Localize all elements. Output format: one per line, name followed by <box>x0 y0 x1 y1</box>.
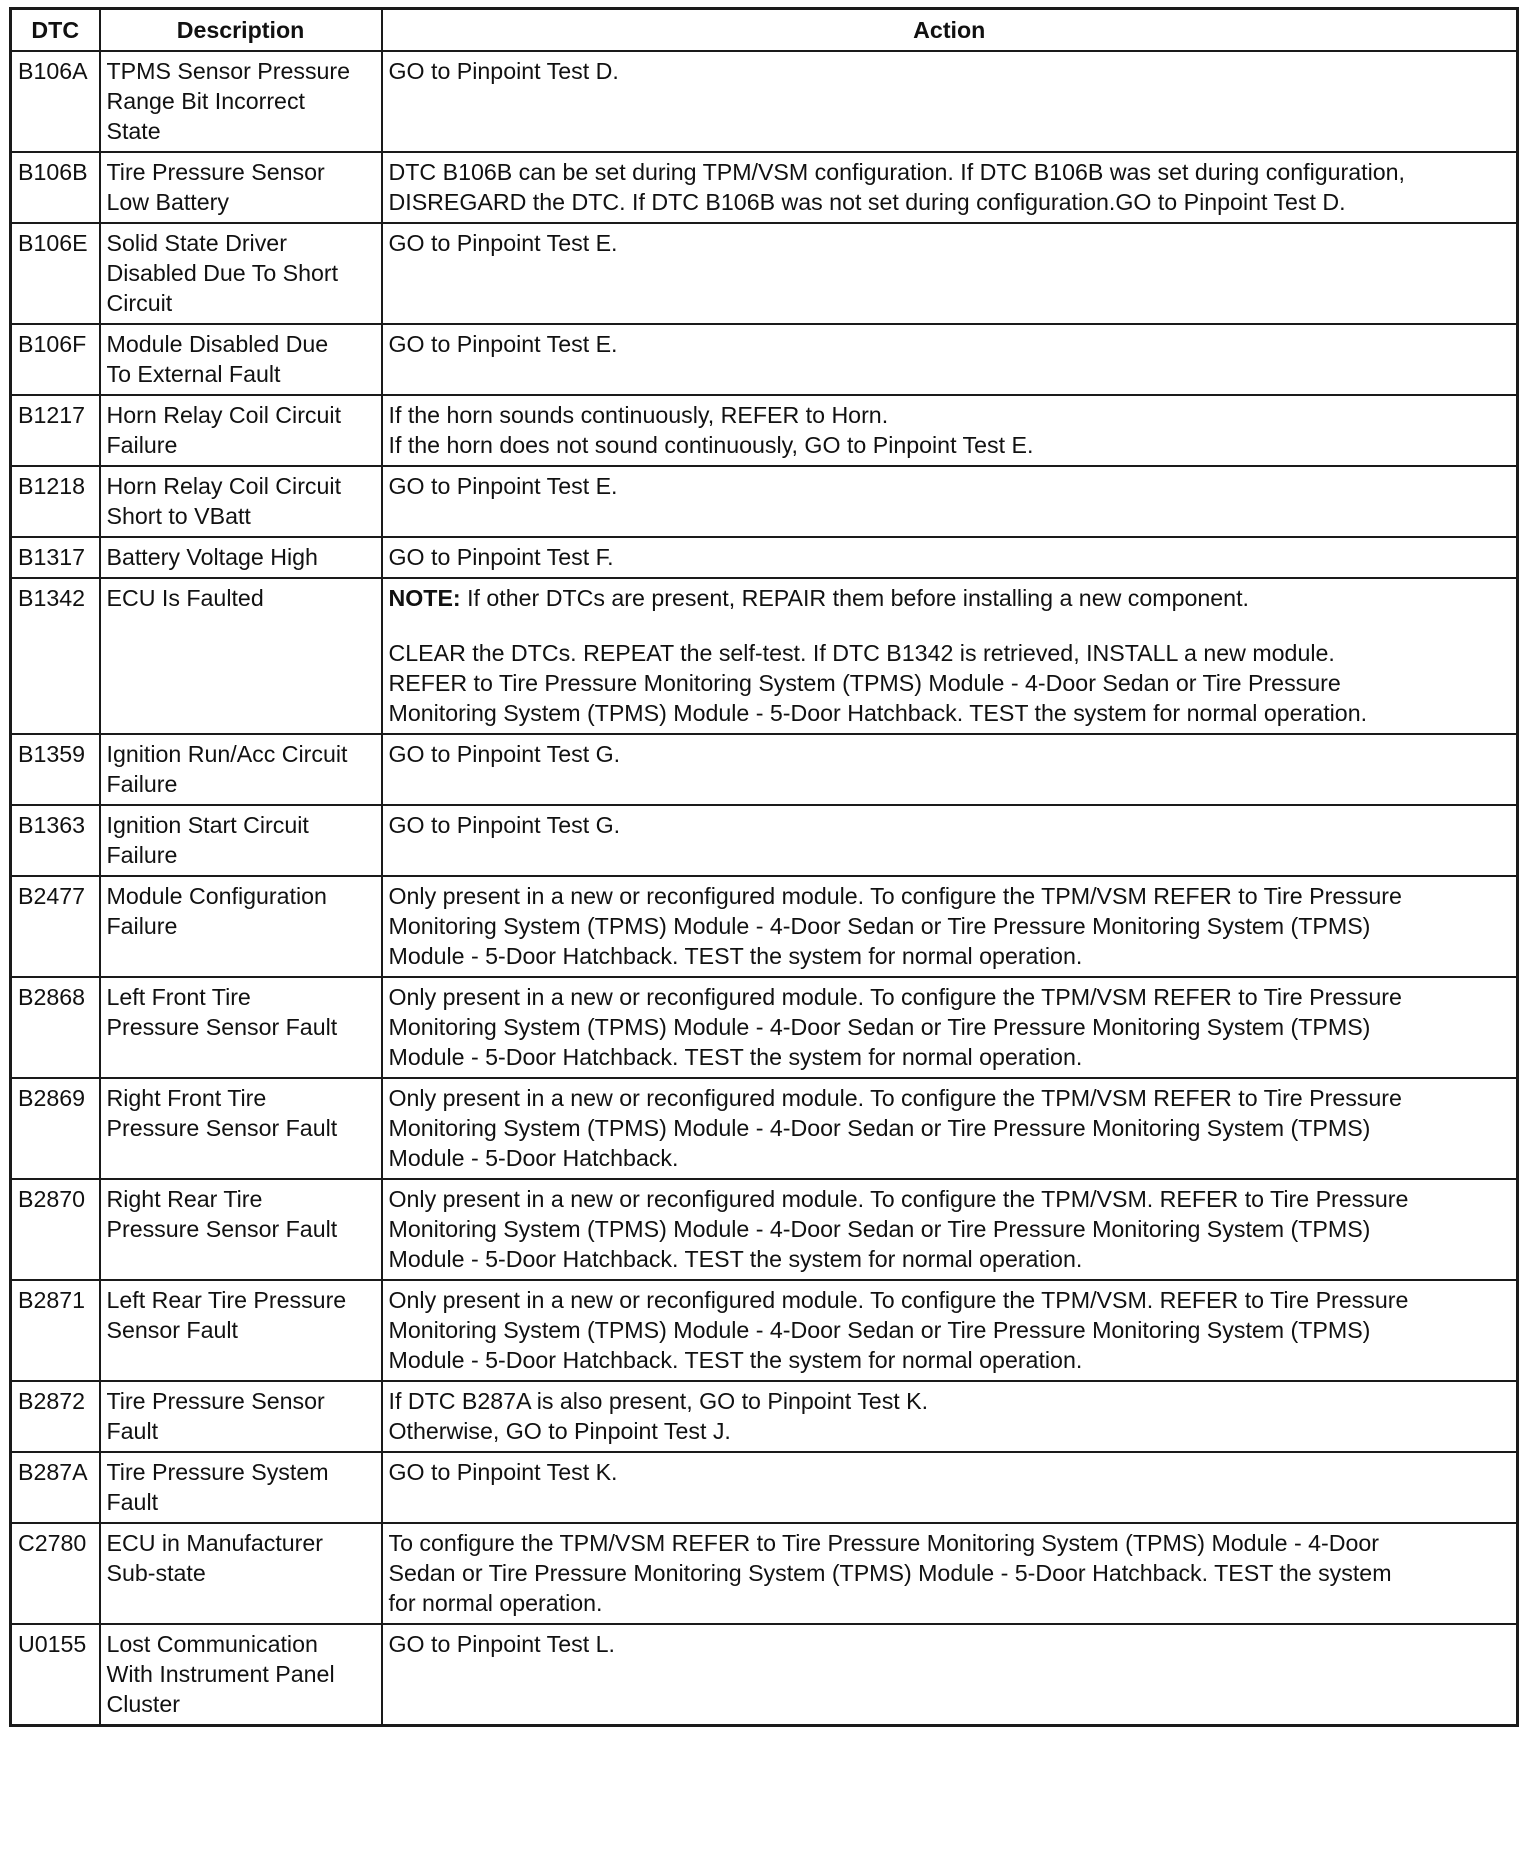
dtc-description <box>100 537 382 578</box>
dtc-action <box>382 1624 1518 1726</box>
description-line: Tire Pressure System <box>106 1459 329 1485</box>
action-line: Only present in a new or reconfigured module. To configure the TPM/VSM REFER to Tire Pressure <box>388 1085 1402 1111</box>
description-line: Module Disabled Due <box>106 331 329 357</box>
table-row <box>11 1381 1518 1452</box>
description-line: Sensor Fault <box>106 1317 238 1343</box>
description-line: Ignition Run/Acc Circuit <box>106 741 348 767</box>
description-line: Horn Relay Coil Circuit <box>106 402 342 428</box>
dtc-action <box>382 152 1518 223</box>
dtc-description <box>100 1523 382 1624</box>
action-line: GO to Pinpoint Test G. <box>388 741 621 767</box>
dtc-description <box>100 805 382 876</box>
dtc-description <box>100 1179 382 1280</box>
dtc-description <box>100 466 382 537</box>
paragraph-gap <box>389 613 1511 638</box>
description-line: Range Bit Incorrect <box>106 88 305 114</box>
action-line: GO to Pinpoint Test G. <box>388 812 621 838</box>
action-line: Module - 5-Door Hatchback. TEST the system for normal operation. <box>388 1044 1083 1070</box>
dtc-description <box>100 1280 382 1381</box>
table-row <box>11 734 1518 805</box>
dtc-code: U0155 <box>11 1624 100 1726</box>
description-line: TPMS Sensor Pressure <box>106 58 351 84</box>
description-line: State <box>106 118 161 144</box>
description-line: ECU Is Faulted <box>106 585 264 611</box>
header-description: Description <box>100 9 382 52</box>
dtc-action <box>382 1280 1518 1381</box>
table-row <box>11 578 1518 734</box>
table-row <box>11 876 1518 977</box>
dtc-code: B2871 <box>11 1280 100 1381</box>
description-line: Right Rear Tire <box>106 1186 263 1212</box>
dtc-description <box>100 1078 382 1179</box>
table-row <box>11 395 1518 466</box>
description-line: Failure <box>106 842 178 868</box>
action-line: Monitoring System (TPMS) Module - 5-Door Hatchback. TEST the system for normal operation. <box>388 700 1368 726</box>
table-row <box>11 1523 1518 1624</box>
note-label: NOTE: <box>388 585 461 611</box>
dtc-code: B106E <box>11 223 100 324</box>
dtc-description <box>100 223 382 324</box>
action-line: REFER to Tire Pressure Monitoring System (TPMS) Module - 4-Door Sedan or Tire Pressure <box>388 670 1341 696</box>
table-row <box>11 152 1518 223</box>
dtc-description <box>100 876 382 977</box>
dtc-description <box>100 734 382 805</box>
action-line: To configure the TPM/VSM REFER to Tire Pressure Monitoring System (TPMS) Module - 4-Door <box>388 1530 1380 1556</box>
dtc-description <box>100 578 382 734</box>
dtc-code: B106F <box>11 324 100 395</box>
note-line <box>389 583 1511 613</box>
dtc-description <box>100 1381 382 1452</box>
action-line: Otherwise, GO to Pinpoint Test J. <box>388 1418 731 1444</box>
dtc-code: B1317 <box>11 537 100 578</box>
action-line: GO to Pinpoint Test D. <box>388 58 619 84</box>
action-line: If the horn does not sound continuously, GO to Pinpoint Test E. <box>388 432 1034 458</box>
description-line: Low Battery <box>106 189 229 215</box>
description-line: Tire Pressure Sensor <box>106 1388 325 1414</box>
description-line: Tire Pressure Sensor <box>106 159 325 185</box>
description-line: Failure <box>106 771 178 797</box>
table-row <box>11 977 1518 1078</box>
dtc-code: B1217 <box>11 395 100 466</box>
action-line: GO to Pinpoint Test F. <box>388 544 614 570</box>
dtc-code: B1359 <box>11 734 100 805</box>
description-line: Pressure Sensor Fault <box>106 1115 338 1141</box>
header-dtc: DTC <box>11 9 100 52</box>
dtc-action <box>382 466 1518 537</box>
dtc-action <box>382 1452 1518 1523</box>
dtc-action <box>382 578 1518 734</box>
description-line: With Instrument Panel <box>106 1661 335 1687</box>
action-line: CLEAR the DTCs. REPEAT the self-test. If DTC B1342 is retrieved, INSTALL a new module. <box>388 640 1335 666</box>
header-action: Action <box>382 9 1518 52</box>
description-line: Ignition Start Circuit <box>106 812 309 838</box>
description-line: Sub-state <box>106 1560 206 1586</box>
action-line: Module - 5-Door Hatchback. TEST the system for normal operation. <box>388 943 1083 969</box>
description-line: Lost Communication <box>106 1631 318 1657</box>
action-line: Only present in a new or reconfigured module. To configure the TPM/VSM. REFER to Tire Pressure <box>388 1186 1409 1212</box>
dtc-code: B2870 <box>11 1179 100 1280</box>
table-row <box>11 1280 1518 1381</box>
description-line: Failure <box>106 432 178 458</box>
action-line: Module - 5-Door Hatchback. TEST the system for normal operation. <box>388 1246 1083 1272</box>
description-line: Short to VBatt <box>106 503 251 529</box>
dtc-action <box>382 395 1518 466</box>
action-line: Monitoring System (TPMS) Module - 4-Door Sedan or Tire Pressure Monitoring System (TPMS) <box>388 1317 1371 1343</box>
action-line: GO to Pinpoint Test L. <box>388 1631 615 1657</box>
dtc-code: B2869 <box>11 1078 100 1179</box>
description-line: Left Rear Tire Pressure <box>106 1287 347 1313</box>
description-line: Fault <box>106 1489 159 1515</box>
action-line: for normal operation. <box>388 1590 603 1616</box>
dtc-code: B2872 <box>11 1381 100 1452</box>
dtc-action <box>382 51 1518 152</box>
dtc-description <box>100 51 382 152</box>
description-line: Pressure Sensor Fault <box>106 1216 338 1242</box>
description-line: Solid State Driver <box>106 230 287 256</box>
action-line: DTC B106B can be set during TPM/VSM configuration. If DTC B106B was set during configuration, <box>388 159 1405 185</box>
description-line: Battery Voltage High <box>106 544 318 570</box>
dtc-code: B287A <box>11 1452 100 1523</box>
action-line: Monitoring System (TPMS) Module - 4-Door Sedan or Tire Pressure Monitoring System (TPMS) <box>388 1014 1371 1040</box>
dtc-action <box>382 1381 1518 1452</box>
dtc-action <box>382 324 1518 395</box>
dtc-action <box>382 805 1518 876</box>
action-line: Sedan or Tire Pressure Monitoring System (TPMS) Module - 5-Door Hatchback. TEST the system <box>388 1560 1392 1586</box>
action-line: GO to Pinpoint Test E. <box>388 473 618 499</box>
action-line: Only present in a new or reconfigured module. To configure the TPM/VSM REFER to Tire Pressure <box>388 984 1402 1010</box>
dtc-action <box>382 223 1518 324</box>
description-line: ECU in Manufacturer <box>106 1530 323 1556</box>
table-row <box>11 223 1518 324</box>
dtc-action <box>382 1179 1518 1280</box>
dtc-action <box>382 537 1518 578</box>
table-row <box>11 1078 1518 1179</box>
table-header-row <box>11 9 1518 52</box>
note-text: If other DTCs are present, REPAIR them before installing a new component. <box>460 585 1249 611</box>
dtc-description <box>100 152 382 223</box>
action-line: If the horn sounds continuously, REFER to Horn. <box>388 402 889 428</box>
dtc-action <box>382 977 1518 1078</box>
dtc-table-container <box>9 7 1516 1727</box>
action-line: GO to Pinpoint Test E. <box>388 331 618 357</box>
action-line: Monitoring System (TPMS) Module - 4-Door Sedan or Tire Pressure Monitoring System (TPMS) <box>388 913 1371 939</box>
description-line: Failure <box>106 913 178 939</box>
description-line: Right Front Tire <box>106 1085 267 1111</box>
dtc-description <box>100 395 382 466</box>
action-line: DISREGARD the DTC. If DTC B106B was not set during configuration.GO to Pinpoint Test D. <box>388 189 1346 215</box>
action-line: Monitoring System (TPMS) Module - 4-Door Sedan or Tire Pressure Monitoring System (TPMS) <box>388 1115 1371 1141</box>
dtc-action <box>382 876 1518 977</box>
dtc-code: B1363 <box>11 805 100 876</box>
dtc-code: B2477 <box>11 876 100 977</box>
table-row <box>11 324 1518 395</box>
description-line: Horn Relay Coil Circuit <box>106 473 342 499</box>
action-line: Only present in a new or reconfigured module. To configure the TPM/VSM. REFER to Tire Pressure <box>388 1287 1409 1313</box>
dtc-description <box>100 1624 382 1726</box>
description-line: Disabled Due To Short <box>106 260 339 286</box>
dtc-code: B1218 <box>11 466 100 537</box>
dtc-table <box>9 7 1519 1727</box>
action-line: Only present in a new or reconfigured module. To configure the TPM/VSM REFER to Tire Pressure <box>388 883 1402 909</box>
dtc-action <box>382 734 1518 805</box>
dtc-action <box>382 1078 1518 1179</box>
action-line: GO to Pinpoint Test E. <box>388 230 618 256</box>
table-row <box>11 805 1518 876</box>
description-line: Fault <box>106 1418 159 1444</box>
dtc-code: C2780 <box>11 1523 100 1624</box>
dtc-code: B2868 <box>11 977 100 1078</box>
dtc-description <box>100 977 382 1078</box>
action-line: GO to Pinpoint Test K. <box>388 1459 618 1485</box>
table-row <box>11 1179 1518 1280</box>
table-row <box>11 1452 1518 1523</box>
action-line: Monitoring System (TPMS) Module - 4-Door Sedan or Tire Pressure Monitoring System (TPMS) <box>388 1216 1371 1242</box>
dtc-code: B106B <box>11 152 100 223</box>
dtc-action <box>382 1523 1518 1624</box>
description-line: Pressure Sensor Fault <box>106 1014 338 1040</box>
table-row <box>11 466 1518 537</box>
table-body <box>11 51 1518 1726</box>
dtc-code: B106A <box>11 51 100 152</box>
table-row <box>11 51 1518 152</box>
description-line: Module Configuration <box>106 883 327 909</box>
action-line: If DTC B287A is also present, GO to Pinpoint Test K. <box>388 1388 929 1414</box>
description-line: Cluster <box>106 1691 180 1717</box>
description-line: To External Fault <box>106 361 281 387</box>
dtc-description <box>100 324 382 395</box>
table-row <box>11 1624 1518 1726</box>
action-line: Module - 5-Door Hatchback. <box>388 1145 679 1171</box>
action-line: Module - 5-Door Hatchback. TEST the system for normal operation. <box>388 1347 1083 1373</box>
dtc-description <box>100 1452 382 1523</box>
description-line: Circuit <box>106 290 173 316</box>
description-line: Left Front Tire <box>106 984 251 1010</box>
dtc-code: B1342 <box>11 578 100 734</box>
table-row <box>11 537 1518 578</box>
